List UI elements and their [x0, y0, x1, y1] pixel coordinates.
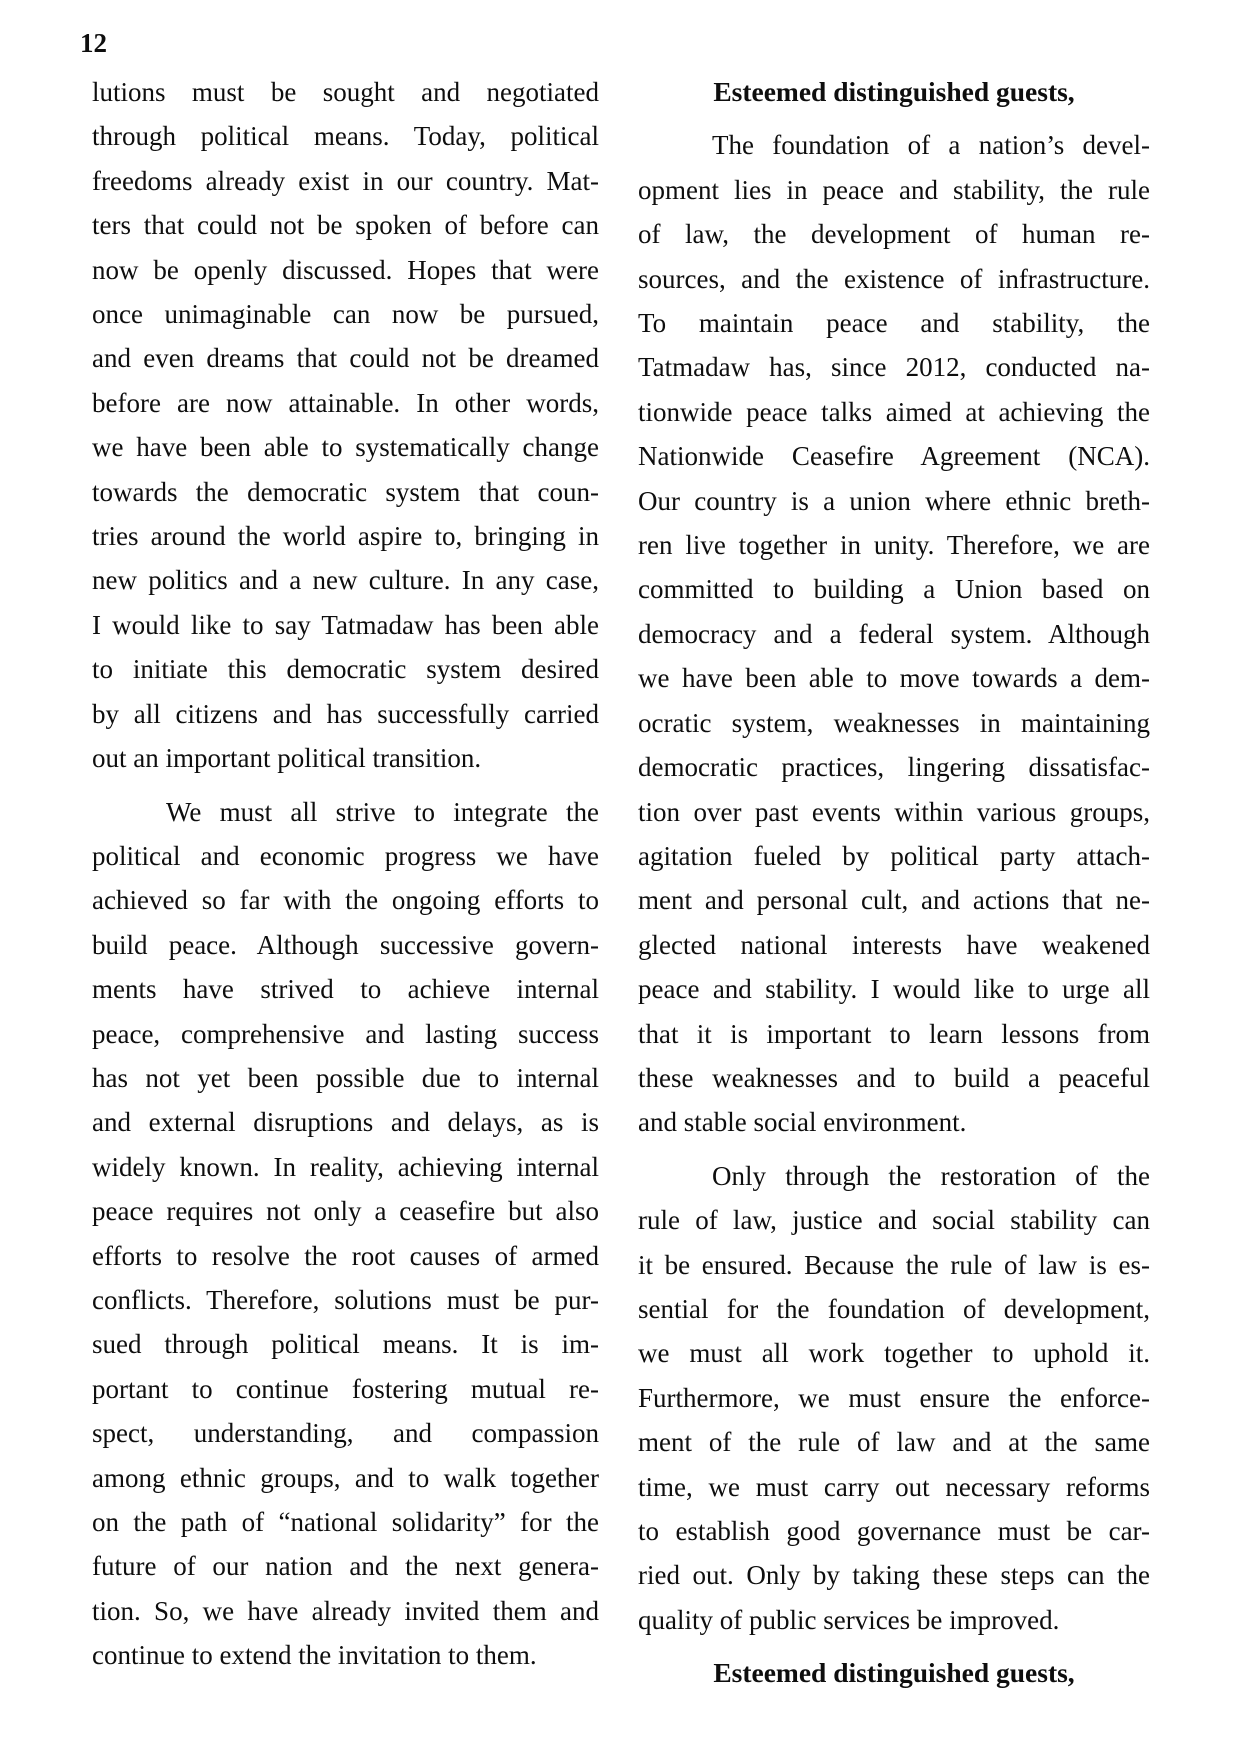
text-line: I would like to say Tatmadaw has been able [92, 609, 599, 640]
text-line: now be openly discussed. Hopes that were [92, 254, 599, 285]
text-line: to establish good governance must be car- [638, 1516, 1150, 1546]
text-line: future of our nation and the next genera- [92, 1551, 599, 1582]
text-line: rule of law, justice and social stability can [638, 1205, 1150, 1236]
text-line: efforts to resolve the root causes of armed [92, 1240, 599, 1271]
text-line: ocratic system, weaknesses in maintaining [638, 707, 1150, 738]
text-line: democracy and a federal system. Although [638, 618, 1150, 649]
text-line: we must all work together to uphold it. [638, 1338, 1150, 1369]
text-line: ters that could not be spoken of before can [92, 210, 599, 241]
text-line: Furthermore, we must ensure the enforce- [638, 1382, 1150, 1413]
text-line: and stable social environment. [638, 1107, 967, 1138]
text-line: sources, and the existence of infrastructure. [638, 263, 1150, 294]
text-line: freedoms already exist in our country. Mat- [92, 165, 599, 196]
text-line: ren live together in unity. Therefore, we are [638, 530, 1150, 561]
paragraph [92, 70, 599, 781]
text-line: tries around the world aspire to, bringing in [92, 521, 599, 552]
text-line: continue to extend the invitation to them. [92, 1640, 537, 1671]
text-line: sential for the foundation of development, [638, 1293, 1150, 1324]
text-line: ment and personal cult, and actions that ne- [638, 885, 1150, 916]
section-heading: Esteemed distinguished guests, [713, 76, 1075, 107]
text-line: build peace. Although successive govern- [92, 929, 599, 960]
text-line: and external disruptions and delays, as is [92, 1107, 599, 1138]
text-line: tion over past events within various groups, [638, 796, 1150, 827]
text-line: time, we must carry out necessary reforms [638, 1471, 1150, 1502]
text-line: these weaknesses and to build a peaceful [638, 1062, 1150, 1093]
text-line: spect, understanding, and compassion [92, 1418, 599, 1449]
text-line: new politics and a new culture. In any case, [92, 565, 599, 596]
text-line: out an important political transition. [92, 743, 482, 774]
text-line: democratic practices, lingering dissatisfac- [638, 752, 1150, 783]
text-line: before are now attainable. In other words, [92, 387, 599, 418]
text-line: Nationwide Ceasefire Agreement (NCA). [638, 441, 1150, 472]
text-line: Tatmadaw has, since 2012, conducted na- [638, 352, 1150, 383]
text-line: glected national interests have weakened [638, 929, 1150, 960]
text-line: we have been able to move towards a dem- [638, 663, 1150, 694]
text-column-left [92, 70, 599, 1678]
text-line: conflicts. Therefore, solutions must be pur- [92, 1284, 599, 1315]
text-line: by all citizens and has successfully carried [92, 698, 599, 729]
text-line: tion. So, we have already invited them and [92, 1595, 599, 1626]
page-number: 12 [80, 28, 107, 58]
text-line: sued through political means. It is im- [92, 1329, 599, 1360]
text-line: among ethnic groups, and to walk together [92, 1462, 599, 1493]
text-line: that it is important to learn lessons from [638, 1018, 1150, 1049]
text-column-right [638, 70, 1150, 1705]
text-line: it be ensured. Because the rule of law is es- [638, 1249, 1150, 1280]
text-line: ried out. Only by taking these steps can the [638, 1560, 1150, 1591]
text-line: once unimaginable can now be pursued, [92, 299, 599, 330]
text-line: towards the democratic system that coun- [92, 476, 599, 507]
text-line: committed to building a Union based on [638, 574, 1150, 605]
text-line: and even dreams that could not be dreamed [92, 343, 599, 374]
text-line: Only through the restoration of the [712, 1160, 1150, 1191]
paragraph [92, 790, 599, 1678]
section-heading: Esteemed distinguished guests, [713, 1657, 1075, 1689]
text-line: We must all strive to integrate the [166, 796, 599, 827]
text-line: has not yet been possible due to internal [92, 1062, 599, 1093]
text-line: to initiate this democratic system desired [92, 654, 599, 685]
text-line: peace, comprehensive and lasting success [92, 1018, 599, 1049]
text-line: tionwide peace talks aimed at achieving the [638, 396, 1150, 427]
text-line: peace requires not only a ceasefire but also [92, 1196, 599, 1227]
text-line: political and economic progress we have [92, 840, 599, 871]
text-line: of law, the development of human re- [638, 219, 1150, 250]
text-line: on the path of “national solidarity” for the [92, 1507, 599, 1537]
text-line: widely known. In reality, achieving internal [92, 1151, 599, 1182]
paragraph [638, 1154, 1150, 1642]
text-line: lutions must be sought and negotiated [92, 77, 599, 107]
text-line: through political means. Today, political [92, 121, 599, 152]
text-line: opment lies in peace and stability, the rule [638, 174, 1150, 205]
text-line: we have been able to systematically change [92, 432, 599, 463]
text-line: portant to continue fostering mutual re- [92, 1373, 599, 1404]
text-line: The foundation of a nation’s devel- [712, 130, 1150, 161]
text-line: agitation fueled by political party attach- [638, 840, 1150, 871]
text-line: quality of public services be improved. [638, 1604, 1060, 1635]
text-line: Our country is a union where ethnic breth- [638, 485, 1150, 516]
text-line: peace and stability. I would like to urge all [638, 974, 1150, 1005]
text-line: ment of the rule of law and at the same [638, 1427, 1150, 1458]
paragraph [638, 123, 1150, 1144]
text-line: To maintain peace and stability, the [638, 308, 1150, 339]
text-line: ments have strived to achieve internal [92, 974, 599, 1005]
text-line: achieved so far with the ongoing efforts to [92, 885, 599, 916]
